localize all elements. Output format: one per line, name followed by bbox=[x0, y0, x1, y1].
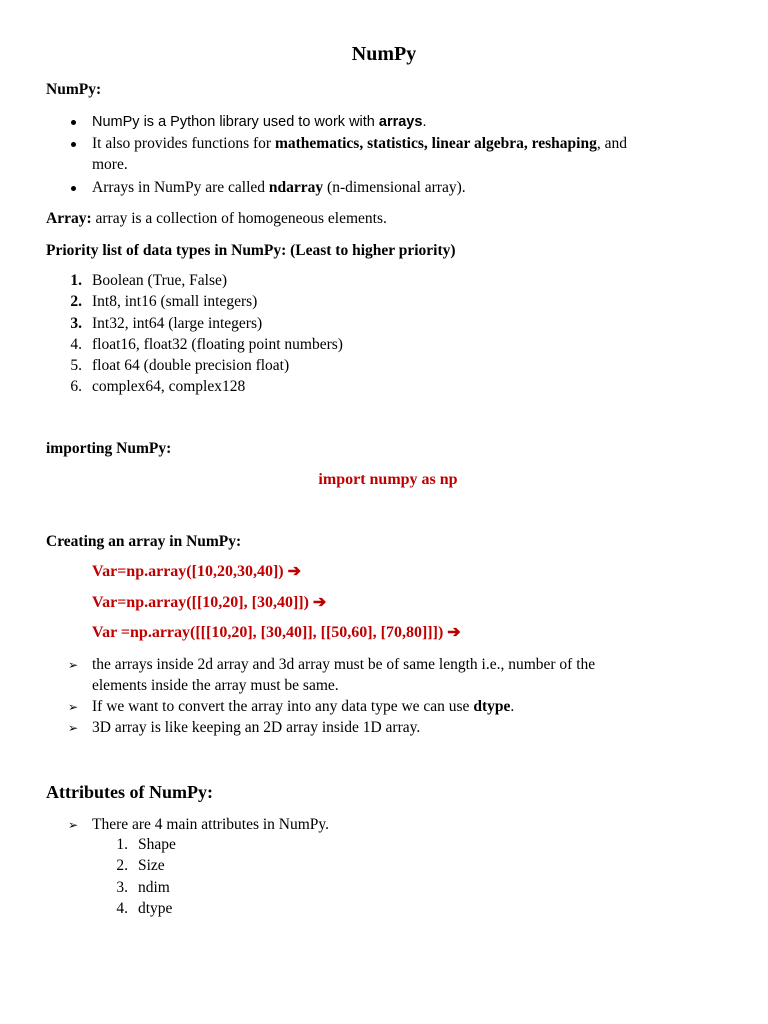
list-number: 2. bbox=[70, 293, 82, 310]
list-number: 6. bbox=[70, 378, 82, 395]
arrowhead-bullet-icon: ➢ bbox=[68, 658, 79, 672]
importing-heading: importing NumPy: bbox=[46, 440, 172, 457]
list-number: 3. bbox=[70, 315, 82, 332]
list-item: dtype bbox=[138, 900, 173, 917]
list-item: Int32, int64 (large integers) bbox=[92, 315, 263, 332]
arrowhead-bullet-icon: ➢ bbox=[68, 700, 79, 714]
note-item-2: If we want to convert the array into any data type we can use dtype. bbox=[92, 698, 515, 715]
list-number: 4. bbox=[116, 900, 128, 917]
list-number: 5. bbox=[70, 357, 82, 374]
note-item-1-continued: elements inside the array must be same. bbox=[92, 677, 339, 694]
arrowhead-bullet-icon: ➢ bbox=[68, 721, 79, 735]
list-item: ndim bbox=[138, 879, 170, 896]
list-number: 4. bbox=[70, 336, 82, 353]
note-item-3: 3D array is like keeping an 2D array inside 1D array. bbox=[92, 719, 421, 736]
arrowhead-bullet-icon: ➢ bbox=[68, 818, 79, 832]
list-item: complex64, complex128 bbox=[92, 378, 246, 395]
page-title: NumPy bbox=[351, 43, 417, 65]
bullet-item-1: NumPy is a Python library used to work with arrays. bbox=[92, 114, 427, 130]
list-number: 1. bbox=[70, 272, 82, 289]
bullet-item-2-continued: more. bbox=[92, 156, 128, 173]
note-item-1: the arrays inside 2d array and 3d array must be of same length i.e., number of the bbox=[92, 656, 596, 673]
list-number: 1. bbox=[116, 836, 128, 853]
list-item: float 64 (double precision float) bbox=[92, 357, 290, 374]
list-number: 3. bbox=[116, 879, 128, 896]
code-3d-array: Var =np.array([[[10,20], [30,40]], [[50,60], [70,80]]]) ➔ bbox=[92, 624, 461, 641]
list-number: 2. bbox=[116, 857, 128, 874]
bullet-dot bbox=[71, 142, 76, 147]
code-2d-array: Var=np.array([[10,20], [30,40]]) ➔ bbox=[92, 594, 327, 611]
numpy-heading: NumPy: bbox=[46, 81, 102, 98]
list-item: float16, float32 (floating point numbers) bbox=[92, 336, 343, 353]
array-definition: Array: array is a collection of homogeneous elements. bbox=[46, 210, 387, 227]
bullet-dot bbox=[71, 186, 76, 191]
code-1d-array: Var=np.array([10,20,30,40]) ➔ bbox=[92, 563, 302, 580]
bullet-dot bbox=[71, 120, 76, 125]
list-item: Int8, int16 (small integers) bbox=[92, 293, 258, 310]
list-item: Boolean (True, False) bbox=[92, 272, 228, 289]
attributes-heading: Attributes of NumPy: bbox=[46, 782, 213, 802]
bullet-item-3: Arrays in NumPy are called ndarray (n-dimensional array). bbox=[92, 179, 466, 196]
bullet-item-2: It also provides functions for mathematics, statistics, linear algebra, reshaping, and bbox=[92, 135, 627, 152]
import-code: import numpy as np bbox=[318, 471, 458, 488]
list-item: Shape bbox=[138, 836, 176, 853]
priority-heading: Priority list of data types in NumPy: (Least to higher priority) bbox=[46, 242, 456, 259]
list-item: Size bbox=[138, 857, 165, 874]
attributes-intro: There are 4 main attributes in NumPy. bbox=[92, 816, 330, 833]
creating-heading: Creating an array in NumPy: bbox=[46, 533, 242, 550]
